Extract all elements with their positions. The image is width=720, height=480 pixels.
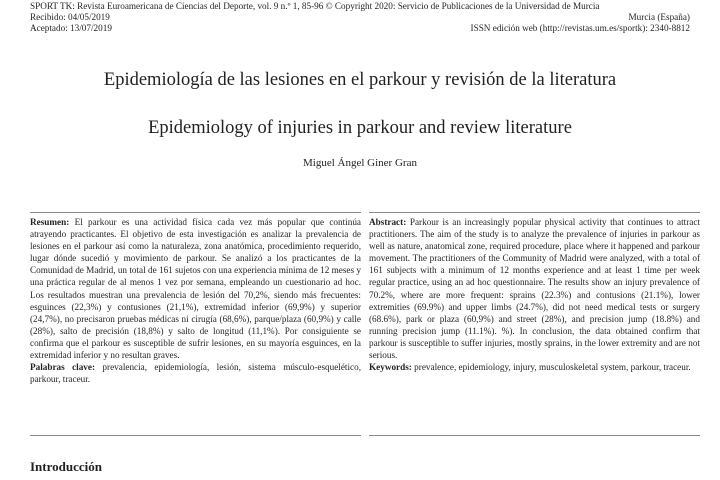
- journal-line: SPORT TK: Revista Euroamericana de Ciencias del Deporte, vol. 9 n.º 1, 85-96 © Copyright 2020: Servicio de Publicaciones de la Universidad de Murcia: [30, 1, 600, 11]
- resumen-label: Resumen:: [30, 217, 70, 227]
- header-right: [471, 12, 690, 34]
- title-english: Epidemiology of injuries in parkour and review literature: [148, 118, 572, 138]
- author: Miguel Ángel Giner Gran: [303, 157, 417, 169]
- issn: ISSN edición web (http://revistas.um.es/sportk): 2340-8812: [470, 23, 690, 34]
- abstract-paragraph: [369, 216, 700, 361]
- section-heading-introduccion: Introducción: [30, 459, 102, 474]
- accepted-date: Aceptado: 13/07/2019: [30, 23, 112, 34]
- palabras-clave-text: prevalencia, epidemiología, lesión, sistema músculo-esquelético, parkour, traceur.: [30, 362, 362, 385]
- received-date: Recibido: 04/05/2019: [30, 12, 110, 23]
- location: Murcia (España): [628, 12, 690, 22]
- palabras-clave: [30, 361, 361, 385]
- keywords: [369, 361, 700, 373]
- abstract-label: Abstract:: [369, 217, 407, 227]
- palabras-clave-label: Palabras clave:: [30, 362, 96, 373]
- resumen-box: [30, 212, 361, 436]
- resumen-text: El parkour es una actividad física cada vez más popular que continúa atrayendo practicantes. El objetivo de esta investigación es analizar la prevalencia de lesiones en el parkour así como la naturaleza, zona anatómica, procedimiento requerido, lugar dónde sucedió y movimiento de parkour. Se analizó a los practicantes de la Comunidad de Madrid, un total de 161 sujetos con una experiencia mínima de 12 meses y una práctica regular de al menos 1 vez por semana, empleando un cuestionario ad hoc. Los resultados muestran una prevalencia de lesión del 70,2%, siendo más frecuentes: esguinces (22,3%) y contusiones (21,1%), extremidad inferior (69,9%) y superior (24,7%), no precisaron pruebas médicas ni cirugía (68,6%), parque/plaza (60,9%) y calle (28%), salto de precisión (18,8%) y salto de longitud (11,1%). Por consiguiente se confirma que el parkour es susceptible de sufrir lesiones, en su mayoría esguinces, en la extremidad inferior y no resultan graves.: [30, 217, 361, 361]
- title-spanish: Epidemiología de las lesiones en el parkour y revisión de la literatura: [103, 70, 617, 90]
- abstract-text: Parkour is an increasingly popular physical activity that continues to attract practitioners. The aim of the study is to analyze the prevalence of injuries in parkour as well as nature, anatomical zone, required procedure, place where it happened and parkour movement. The practitioners of the Community of Madrid were analyzed, with a total of 161 subjects with a minimum of 12 months experience and at least 1 time per week regular practice, using an ad hoc questionnaire. The results show an injury prevalence of 70.2%, where are more frequent: sprains (22.3%) and contusions (21.1%), lower extremities (69.9%) and upper limbs (24.7%), did not need medical tests or surgery (68.6%), park or plaza (60,9%) and street (28%), and precision jump (18.8%) and running precision jump (11.1%). %). In conclusion, the data obtained confirm that parkour is susceptible to suffer injuries, mostly sprains, in the lower extremity and are not serious.: [369, 217, 700, 361]
- keywords-label: Keywords:: [369, 362, 412, 373]
- resumen-paragraph: [30, 216, 361, 361]
- keywords-text: prevalence, epidemiology, injury, musculoskeletal system, parkour, traceur.: [414, 362, 691, 373]
- abstract-box: [369, 212, 700, 436]
